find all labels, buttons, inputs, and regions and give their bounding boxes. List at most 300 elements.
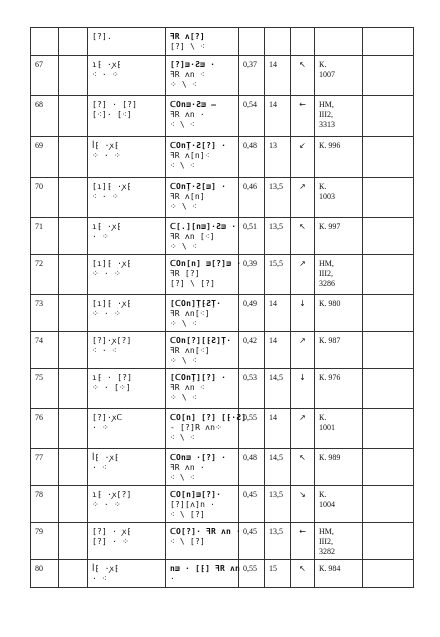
cell-text-line: ᑕO[n]ᴟ[?]· [170,490,222,499]
cell-text-line: ⁖ \ ⁖ [170,161,195,170]
reference-cell [315,96,363,137]
cell-text-line: 67 [35,60,43,69]
die-axis-arrow-cell [291,295,315,332]
cell-text-line: [ı]⁅ ·ꭗ⁅ [92,182,132,191]
diameter-cell [265,178,291,218]
die-axis-arrow-cell [291,96,315,137]
cell-text-line: - [?]R ʌn⁘ [170,423,223,432]
inscription-full-cell [166,486,239,523]
inscription-short-cell [88,409,166,449]
cell-text-line: ᑕ[.][nᴟ]·Ƨᴟ · [170,222,237,231]
cell-text-line: 0,46 [243,182,257,191]
die-axis-arrow-cell [291,218,315,255]
cell-text-line: ꟻR ʌ[?] [170,32,205,41]
cell-text-line: ꟾ⁅ ·ꭗ⁅ [92,564,120,573]
diameter-cell [265,449,291,486]
cell-text-line: [ı]⁅ ·ꭗ⁅ [92,259,132,268]
cell-text-line: ꟻR ʌ[n] [170,192,205,201]
cell-text-line: 14,5 [269,373,283,382]
diameter-cell [265,137,291,178]
die-axis-arrow-cell [291,369,315,409]
cell-text-line: К. 996 [319,141,341,150]
cell-text-line: 77 [35,453,43,462]
cell-text-line: 13 [269,141,277,150]
row-number-cell [31,56,59,96]
inscription-full-cell [166,409,247,449]
cell-text-line: 13,5 [269,222,283,231]
notes-cell [363,56,414,96]
reference-cell [315,137,363,178]
cell-text-line: ꟻR ʌn · [170,110,205,119]
row-number-cell [31,28,59,56]
cell-text-line: 0,55 [243,413,257,422]
cell-text-line: 3286 [319,279,335,288]
blank-cell [59,218,88,255]
blank-cell [59,255,88,295]
cell-text-line: 78 [35,490,43,499]
cell-text-line: [⁖]· [⁖] [92,110,132,119]
cell-text-line: ⁖ \ ⁖ [170,433,195,442]
notes-cell [363,523,414,560]
cell-text-line: 72 [35,259,43,268]
cell-text-line: К. 984 [319,564,341,573]
notes-cell [363,560,414,588]
reference-cell [315,255,363,295]
die-axis-arrow-cell [291,449,315,486]
cell-text-line: 3313 [319,120,335,129]
weight-cell [239,28,265,56]
weight-cell [239,332,265,369]
cell-text-line: ꟻR ʌn · [170,463,205,472]
reference-cell [315,523,363,560]
cell-text-line: 1003 [319,192,335,201]
weight-cell [239,409,265,449]
cell-text-line: ⁖ \ [?] [170,537,205,546]
blank-cell [59,96,88,137]
cell-text-line: ı⁅ · [?] [92,373,133,382]
cell-text-line: 0,55 [243,564,257,573]
cell-text-line: 0,48 [243,453,257,462]
cell-text-line: · ⁖ [92,574,107,583]
cell-text-line: К. 980 [319,299,341,308]
cell-text-line: К. 987 [319,336,341,345]
inscription-full-cell [166,218,239,255]
cell-text-line: 0,53 [243,373,257,382]
notes-cell [363,28,414,56]
reference-cell [315,218,363,255]
table-row [31,255,414,295]
table-row [31,28,414,56]
notes-cell [363,255,414,295]
cell-text-line: 13,5 [269,182,283,191]
cell-text-line: ⁘ \ ⁖ [170,242,197,251]
inscription-short-cell [88,486,166,523]
cell-text-line: К. [319,60,327,69]
die-axis-arrow-cell [291,409,315,449]
cell-text-line: ⁘ \ ⁖ [170,393,197,402]
row-number-cell [31,137,59,178]
row-number-cell [31,486,59,523]
inscription-short-cell [88,449,166,486]
table-body [31,28,414,588]
cell-text-line: [?]·ꭗ[?] [92,336,132,345]
diameter-cell [265,218,291,255]
diameter-cell [265,96,291,137]
inscription-full-cell [166,56,239,96]
cell-text-line: ᑕOnᴟ·Ƨᴟ – [170,100,217,109]
reference-cell [315,178,363,218]
cell-text-line: nᴟ · [⁅] ꟻR ʌn [170,564,241,573]
cell-text-line: НМ, [319,527,334,536]
cell-text-line: ↗ [299,259,306,268]
cell-text-line: 14 [269,336,277,345]
cell-text-line: 0,51 [243,222,257,231]
cell-text-line: ⁘ \ ⁖ [170,202,197,211]
blank-cell [59,56,88,96]
blank-cell [59,486,88,523]
inscription-short-cell [88,137,166,178]
cell-text-line: 14,5 [269,453,283,462]
cell-text-line: ⁘ · ⁘ [92,309,121,318]
cell-text-line: 1001 [319,423,335,432]
cell-text-line: ⁖ \ ⁖ [170,120,195,129]
cell-text-line: [?]ᴟ·Ƨᴟ · [170,60,216,69]
cell-text-line: ↗ [299,182,306,191]
row-number-cell [31,218,59,255]
row-number-cell [31,560,59,588]
cell-text-line: [ᑕOn]Ţ⁅ƧŢ· [170,299,222,308]
notes-cell [363,369,414,409]
diameter-cell [265,523,291,560]
inscription-full-cell [166,178,239,218]
cell-text-line: К. 976 [319,373,341,382]
inscription-full-cell [166,96,239,137]
cell-text-line: ꟻR [?] [170,269,200,278]
cell-text-line: 76 [35,413,43,422]
table-row [31,56,414,96]
inscription-full-cell [166,369,239,409]
cell-text-line: [?] \ [?] [170,279,216,288]
table-row [31,218,414,255]
cell-text-line: · [170,574,176,583]
table-row [31,449,414,486]
cell-text-line: ← [299,527,306,536]
notes-cell [363,295,414,332]
weight-cell [239,369,265,409]
table-row [31,178,414,218]
weight-cell [239,178,265,218]
cell-text-line: ꟻR ʌn[⁖] [170,309,210,318]
blank-cell [59,28,88,56]
notes-cell [363,409,414,449]
cell-text-line: ᑕOn[n] ᴟ[?]ᴟ · [170,259,242,268]
reference-cell [315,369,363,409]
catalog-table [30,27,414,588]
table-row [31,409,414,449]
diameter-cell [265,295,291,332]
cell-text-line: 68 [35,100,43,109]
cell-text-line: · ⁘ [92,423,109,432]
cell-text-line: 14 [269,413,277,422]
blank-cell [59,332,88,369]
table-row [31,560,414,588]
cell-text-line: 75 [35,373,43,382]
diameter-cell [265,332,291,369]
reference-cell [315,409,363,449]
die-axis-arrow-cell [291,28,315,56]
row-number-cell [31,255,59,295]
cell-text-line: К. [319,182,327,191]
blank-cell [59,369,88,409]
cell-text-line: К. 989 [319,453,341,462]
cell-text-line: ⁘ · [⁘] [92,383,131,392]
weight-cell [239,560,265,588]
cell-text-line: ı⁅ ·ꭗ⁅ [92,222,122,231]
notes-cell [363,178,414,218]
cell-text-line: ІІІ2, [319,110,333,119]
inscription-full-cell [166,137,239,178]
cell-text-line: [?] \ ⁖ [170,42,205,51]
cell-text-line: ᑕOn[?][⁅Ƨ]Ţ· [170,336,232,345]
die-axis-arrow-cell [291,332,315,369]
weight-cell [239,56,265,96]
reference-cell [315,486,363,523]
cell-text-line: 14 [269,299,277,308]
notes-cell [363,486,414,523]
inscription-full-cell [166,332,239,369]
inscription-short-cell [88,332,166,369]
diameter-cell [265,560,291,588]
table-row [31,332,414,369]
reference-cell [315,332,363,369]
cell-text-line: [?] · [?] [92,100,138,109]
table-row [31,295,414,332]
cell-text-line: ⁘ \ ⁖ [170,319,197,328]
cell-text-line: [ᑕOnŢ][?] · [170,373,227,382]
inscription-short-cell [88,369,166,409]
cell-text-line: НМ, [319,259,334,268]
inscription-short-cell [88,96,166,137]
die-axis-arrow-cell [291,178,315,218]
cell-text-line: 3282 [319,547,335,556]
notes-cell [363,137,414,178]
cell-text-line: ↓ [299,299,306,308]
cell-text-line: ꟾ⁅ ·ꭗ⁅ [92,453,120,462]
table-row [31,96,414,137]
cell-text-line: ⁘ \ ⁖ [170,356,197,365]
cell-text-line: ↖ [299,222,306,231]
weight-cell [239,523,265,560]
inscription-full-cell [166,295,239,332]
table-row [31,523,414,560]
blank-cell [59,449,88,486]
inscription-full-cell [166,523,242,560]
cell-text-line: К. [319,490,327,499]
cell-text-line: 1007 [319,70,335,79]
blank-cell [59,295,88,332]
cell-text-line: [?]. [92,32,113,41]
cell-text-line: ꟻR ʌ[n]⁖ [170,151,210,160]
notes-cell [363,332,414,369]
cell-text-line: [?] · ꭗ⁅ [92,527,132,536]
cell-text-line: 15,5 [269,259,283,268]
cell-text-line: ᑕO[n] [?] [⁅·Ƨ] [170,413,247,422]
cell-text-line: ᑕOnŢ·Ƨ[?] · [170,141,227,150]
inscription-full-cell [166,449,239,486]
cell-text-line: ᑕOnᴟ ·[?] · [170,453,227,462]
weight-cell [239,255,265,295]
inscription-full-cell [166,255,242,295]
reference-cell [315,28,363,56]
cell-text-line: ↘ [299,490,306,499]
weight-cell [239,218,265,255]
blank-cell [59,523,88,560]
cell-text-line: 13,5 [269,490,283,499]
cell-text-line: ↗ [299,413,306,422]
cell-text-line: НМ, [319,100,334,109]
cell-text-line: ꟾ⁅ ·ꭗ⁅ [92,141,120,150]
row-number-cell [31,523,59,560]
cell-text-line: К. 997 [319,222,341,231]
cell-text-line: ⁘ · ⁘ [92,269,121,278]
diameter-cell [265,369,291,409]
inscription-full-cell [166,560,239,588]
cell-text-line: ІІІ2, [319,269,333,278]
diameter-cell [265,56,291,96]
weight-cell [239,137,265,178]
diameter-cell [265,255,291,295]
cell-text-line: ↖ [299,564,306,573]
cell-text-line: ← [299,100,306,109]
cell-text-line: ⁖ · ⁖ [92,346,117,355]
cell-text-line: ⁘ · ⁘ [92,151,121,160]
table-row [31,137,414,178]
cell-text-line: ꟻR ʌn [⁖] [170,232,215,241]
cell-text-line: 0,42 [243,336,257,345]
reference-cell [315,295,363,332]
inscription-short-cell [88,218,166,255]
blank-cell [59,137,88,178]
cell-text-line: ⁖ \ ⁖ [170,473,195,482]
cell-text-line: 14 [269,60,277,69]
blank-cell [59,409,88,449]
diameter-cell [265,486,291,523]
weight-cell [239,295,265,332]
cell-text-line: ↙ [299,141,306,150]
cell-text-line: ↖ [299,453,306,462]
cell-text-line: [?]·ꭗᑕ [92,413,123,422]
cell-text-line: 0,45 [243,490,257,499]
die-axis-arrow-cell [291,137,315,178]
cell-text-line: ⁖ \ [?] [170,510,205,519]
cell-text-line: [ı]⁅ ·ꭗ⁅ [92,299,132,308]
row-number-cell [31,96,59,137]
reference-cell [315,560,363,588]
row-number-cell [31,369,59,409]
cell-text-line: 0,37 [243,60,257,69]
cell-text-line: 80 [35,564,43,573]
blank-cell [59,560,88,588]
cell-text-line: ı⁅ ·ꭗ⁅ [92,60,122,69]
notes-cell [363,96,414,137]
cell-text-line: 0,54 [243,100,257,109]
row-number-cell [31,409,59,449]
cell-text-line: ᑕOnŢ·Ƨ[ᴟ] · [170,182,227,191]
reference-cell [315,449,363,486]
die-axis-arrow-cell [291,560,315,588]
weight-cell [239,96,265,137]
inscription-short-cell [88,295,166,332]
inscription-short-cell [88,28,166,56]
cell-text-line: ⁖ · ⁘ [92,70,119,79]
cell-text-line: ⁘ \ ⁖ [170,80,197,89]
diameter-cell [265,409,291,449]
inscription-short-cell [88,178,166,218]
cell-text-line: [?] · ⁘ [92,537,130,546]
cell-text-line: 0,48 [243,141,257,150]
die-axis-arrow-cell [291,56,315,96]
cell-text-line: ІІІ2, [319,537,333,546]
cell-text-line: 73 [35,299,43,308]
reference-cell [315,56,363,96]
cell-text-line: 0,45 [243,527,257,536]
cell-text-line: ꟻR ʌn ⁖ [170,383,205,392]
table-row [31,486,414,523]
cell-text-line: ↗ [299,336,306,345]
row-number-cell [31,178,59,218]
cell-text-line: ı⁅ ·ꭗ[?] [92,490,132,499]
die-axis-arrow-cell [291,486,315,523]
cell-text-line: 1004 [319,500,335,509]
row-number-cell [31,332,59,369]
row-number-cell [31,449,59,486]
cell-text-line: 70 [35,182,43,191]
diameter-cell [265,28,291,56]
cell-text-line: 69 [35,141,43,150]
cell-text-line: 13,5 [269,527,283,536]
cell-text-line: [?][ʌ]n · [170,500,216,509]
cell-text-line: 15 [269,564,277,573]
cell-text-line: ꟻR ʌn ⁖ [170,70,205,79]
cell-text-line: 79 [35,527,43,536]
cell-text-line: 74 [35,336,43,345]
cell-text-line: 0,49 [243,299,257,308]
die-axis-arrow-cell [291,523,315,560]
notes-cell [363,449,414,486]
inscription-short-cell [88,560,166,588]
cell-text-line: 14 [269,100,277,109]
cell-text-line: ꟻR ʌn[⁖] [170,346,210,355]
cell-text-line: ↖ [299,60,306,69]
cell-text-line: ⁘ · ⁘ [92,500,121,509]
cell-text-line: 0,39 [243,259,257,268]
inscription-short-cell [88,56,166,96]
row-number-cell [31,295,59,332]
cell-text-line: ᑕO[?]· ꟻR ʌn · [170,527,242,536]
blank-cell [59,178,88,218]
die-axis-arrow-cell [291,255,315,295]
inscription-short-cell [88,255,166,295]
cell-text-line: · ⁘ [92,232,109,241]
weight-cell [239,449,265,486]
cell-text-line: ↓ [299,373,306,382]
cell-text-line: ⁖ · ⁘ [92,192,119,201]
weight-cell [239,486,265,523]
cell-text-line: 71 [35,222,43,231]
inscription-full-cell [166,28,239,56]
cell-text-line: К. [319,413,327,422]
notes-cell [363,218,414,255]
